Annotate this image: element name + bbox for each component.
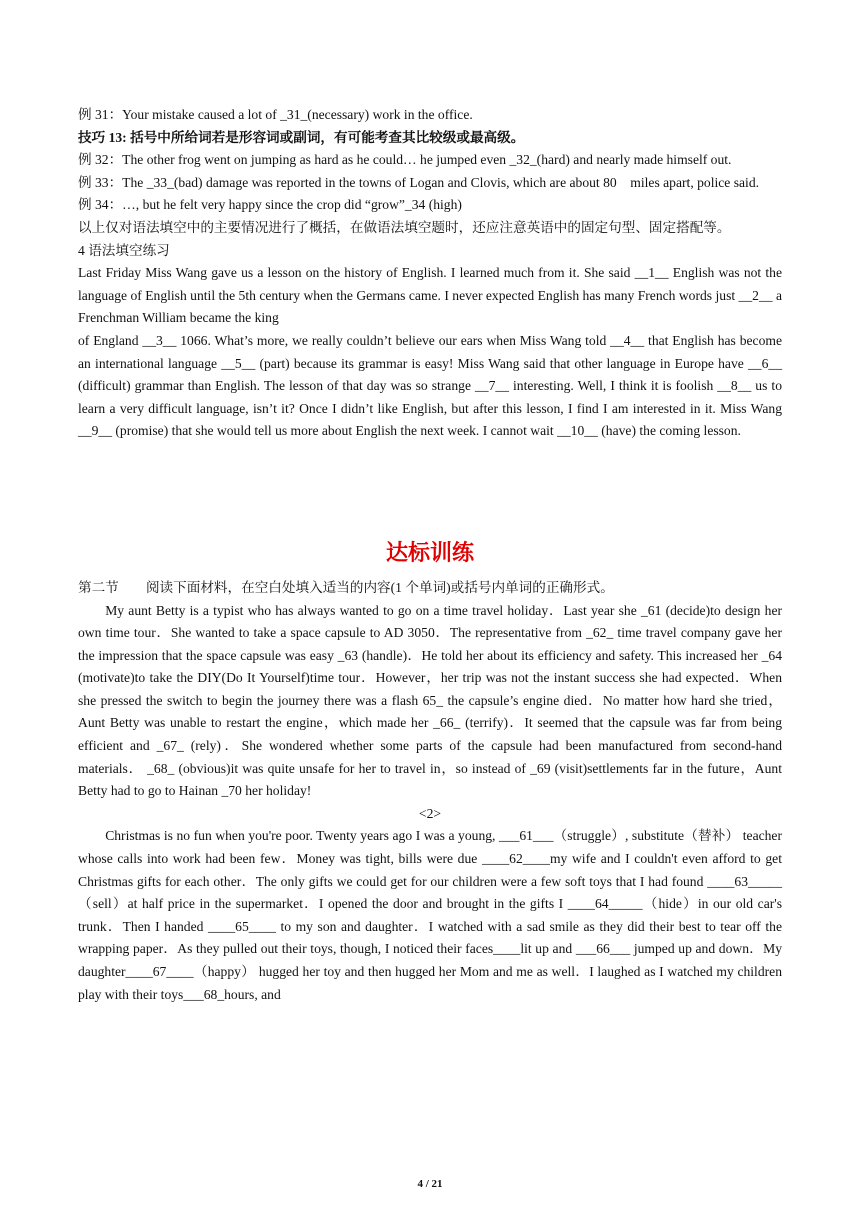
spacer <box>78 443 782 539</box>
practice-paragraph-2: of England __3__ 1066. What’s more, we really couldn’t believe our ears when Miss Wang told __4__ that English has become an international language __5__ (part) because its grammar is easy! Miss Wang said that other language in Europe have __6__ (difficult) grammar than English. The lesson of that day was so strange __7__ interesting. Well, I think it is foolish __8__ us to learn a very difficult language, isn’t it? Once I didn’t like English, but after this lesson, I find I am interested in it. Miss Wang __9__ (promise) that she would tell us more about English the next week. I cannot wait __10__ (have) the coming lesson. <box>78 332 782 439</box>
example-33: 例 33：The _33_(bad) damage was reported in the towns of Logan and Clovis, which are about 80 miles apart, police said. <box>78 174 760 190</box>
summary-note: 以上仅对语法填空中的主要情况进行了概括，在做语法填空题时，还应注意英语中的固定句型、固定搭配等。 <box>78 219 731 235</box>
example-34: 例 34：…, but he felt very happy since the crop did “grow”_34 (high) <box>78 197 462 213</box>
section-heading: 达标训练 <box>385 540 474 566</box>
example-32: 例 32：The other frog went on jumping as hard as he could… he jumped even _32_(hard) and nearly made himself out. <box>78 152 732 168</box>
section-instructions: 第二节 阅读下面材料，在空白处填入适当的内容(1 个单词)或括号内单词的正确形式。 <box>78 579 614 595</box>
tip-13: 技巧 13: 括号中所给词若是形容词或副词，有可能考查其比较级或最高级。 <box>78 129 525 145</box>
practice-title: 4 语法填空练习 <box>78 242 170 258</box>
document-body <box>78 104 782 1006</box>
practice-paragraph-1: Last Friday Miss Wang gave us a lesson on the history of English. I learned much from it. She said __1__ English was not the language of English until the 5th century when the Germans came. I never expected English has many French words just __2__ a Frenchman William became the king <box>78 265 782 326</box>
example-31: 例 31：Your mistake caused a lot of _31_(necessary) work in the office. <box>78 107 473 122</box>
passage-1: My aunt Betty is a typist who has always wanted to go on a time travel holiday．Last year she _61 (decide)to design her own time tour．She wanted to take a space capsule to AD 3050．The representative from _62_ time travel company gave her the impression that the space capsule was easy _63 (handle)．He told her about its efficiency and safety. This increased her _64 (motivate)to take the DIY(Do It Yourself)time tour．However，her trip was not the instant success she had expected．When she pressed the switch to begin the journey there was a flash 65_ the capsule’s engine died．No matter how hard she tried，Aunt Betty was unable to restart the engine，which made her _66_ (terrify)．It seemed that the capsule was far from being efficient and _67_ (rely)．She wondered whether some parts of the capsule had been manufactured from second-hand materials． _68_ (obvious)it was quite unsafe for her to travel in，so instead of _69 (visit)settlements far in the future，Aunt Betty had to go to Hainan _70 her holiday! <box>78 602 782 799</box>
passage-2: Christmas is no fun when you're poor. Twenty years ago I was a young, ___61___（struggle）, substitute（替补） teacher whose calls into work had been few．Money was tight, bills were due ____62____my wife and I couldn't even afford to get Christmas gifts for each other．The only gifts we could get for our children were a few soft toys that I had found ____63_____（sell）at half price in the supermarket．I opened the door and brought in the gifts I ____64_____（hide）in our old car's trunk．Then I handed ____65____ to my son and daughter．I watched with a sad smile as they did their best to tear off the wrapping paper．As they pulled out their toys, though, I noticed their faces____lit up and ___66___ jumped up and down．My daughter____67____（happy） hugged her toy and then hugged her Mom and me as well．I laughed as I watched my children play with their toys___68_hours, and <box>78 828 782 1002</box>
page-number: 4 / 21 <box>417 1178 443 1190</box>
passage-marker: <2> <box>418 805 442 821</box>
